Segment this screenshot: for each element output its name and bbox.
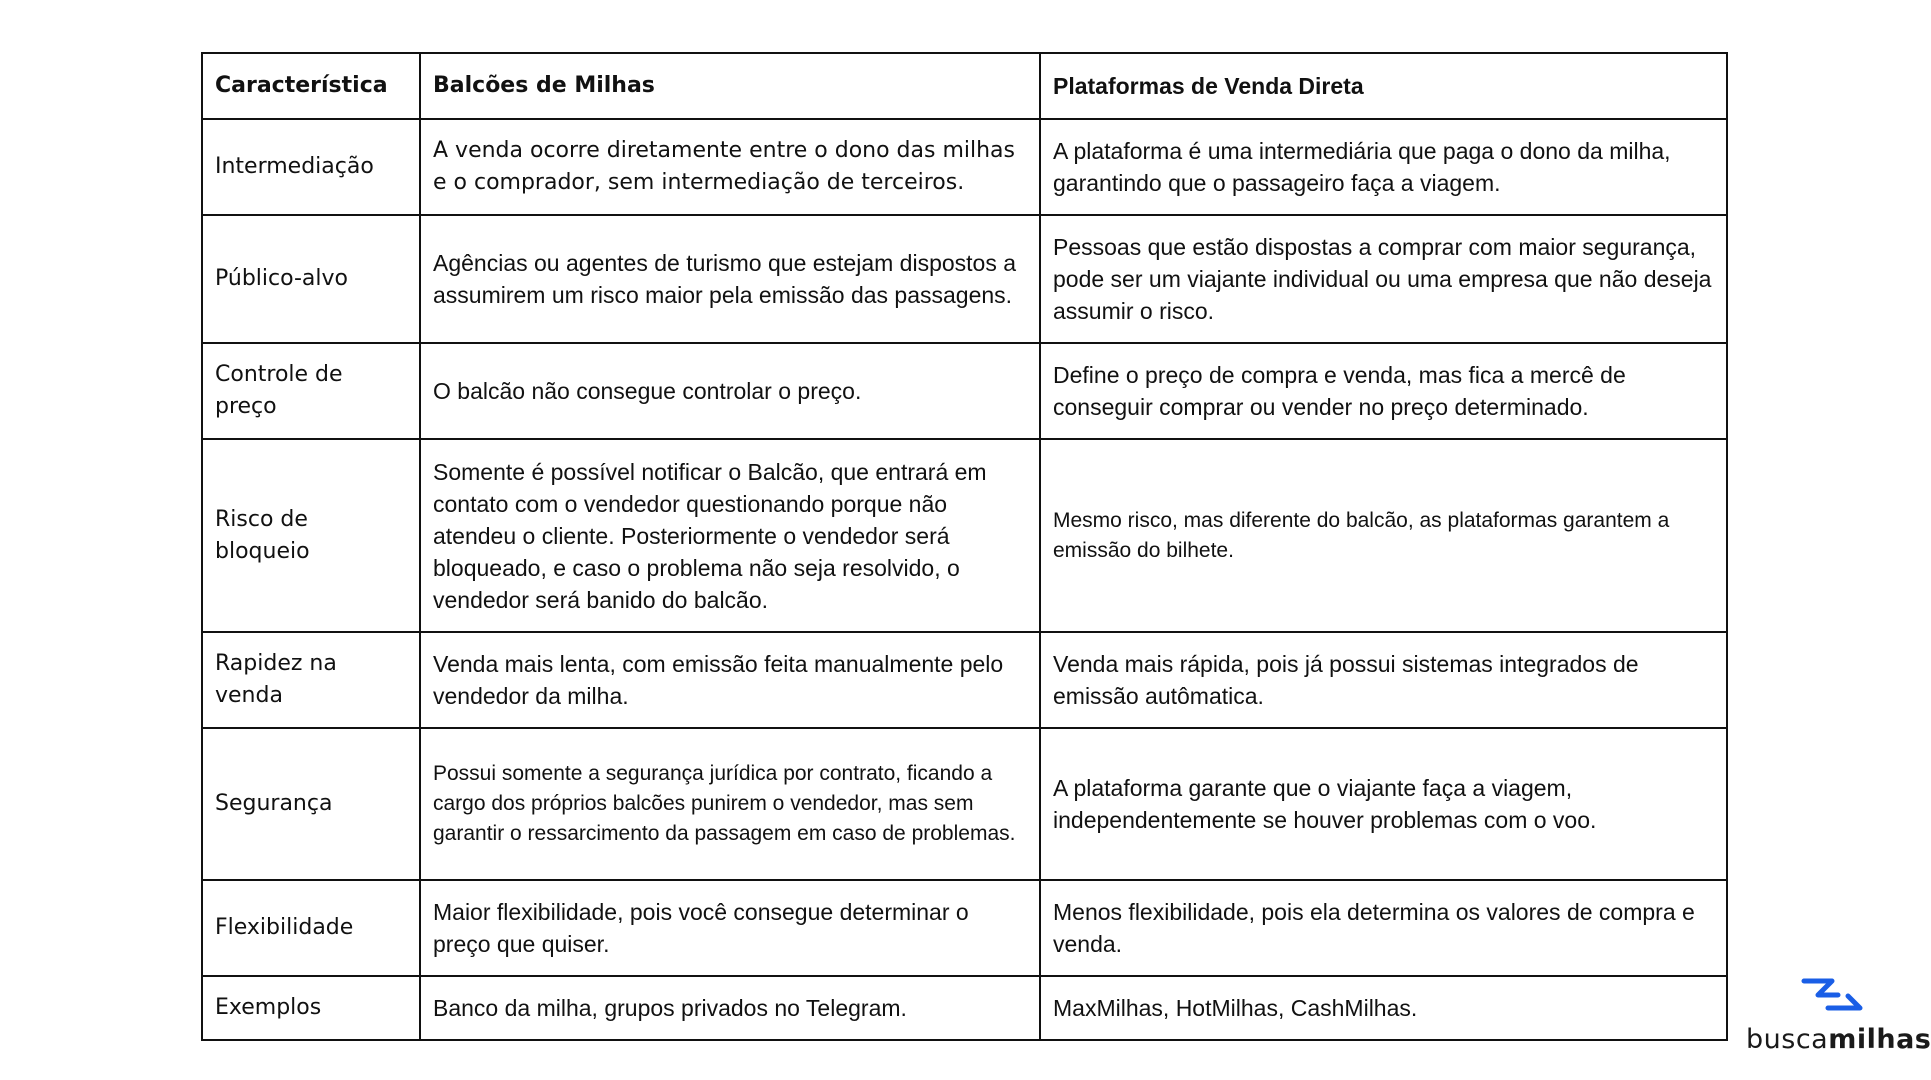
comparison-table — [201, 52, 1728, 1041]
table-row — [202, 119, 1727, 215]
header-caracteristica: Característica — [202, 53, 420, 119]
busca-milhas-logo-icon — [1798, 978, 1866, 1012]
row-plataformas-cell: Mesmo risco, mas diferente do balcão, as plataformas garantem a emissão do bilhete. — [1040, 439, 1727, 632]
row-feature: Segurança — [202, 728, 420, 880]
table-header-row — [202, 53, 1727, 119]
row-balcoes-cell: Banco da milha, grupos privados no Telegram. — [420, 976, 1040, 1040]
logo-wordmark — [1746, 1024, 1931, 1055]
header-plataformas: Plataformas de Venda Direta — [1040, 53, 1727, 119]
row-feature: Intermediação — [202, 119, 420, 215]
row-plataformas-cell: Menos flexibilidade, pois ela determina os valores de compra e venda. — [1040, 880, 1727, 976]
table-row — [202, 632, 1727, 728]
row-plataformas-cell: A plataforma é uma intermediária que paga o dono da milha, garantindo que o passageiro faça a viagem. — [1040, 119, 1727, 215]
row-feature: Público-alvo — [202, 215, 420, 343]
row-feature: Risco de bloqueio — [202, 439, 420, 632]
row-feature: Exemplos — [202, 976, 420, 1040]
header-balcoes: Balcões de Milhas — [420, 53, 1040, 119]
logo-icon-stroke — [1804, 981, 1838, 995]
table-row — [202, 439, 1727, 632]
row-plataformas-cell: Define o preço de compra e venda, mas fica a mercê de conseguir comprar ou vender no preço determinado. — [1040, 343, 1727, 439]
row-balcoes-cell: A venda ocorre diretamente entre o dono das milhas e o comprador, sem intermediação de terceiros. — [420, 119, 1040, 215]
row-feature: Controle de preço — [202, 343, 420, 439]
row-plataformas-cell: MaxMilhas, HotMilhas, CashMilhas. — [1040, 976, 1727, 1040]
row-feature: Rapidez na venda — [202, 632, 420, 728]
logo-icon-stroke-lower — [1828, 996, 1860, 1008]
logo-text-regular: busca — [1746, 1024, 1829, 1055]
table-row — [202, 343, 1727, 439]
row-balcoes-cell: Possui somente a segurança jurídica por contrato, ficando a cargo dos próprios balcões punirem o vendedor, mas sem garantir o ressarcimento da passagem em caso de problemas. — [420, 728, 1040, 880]
table-row — [202, 880, 1727, 976]
busca-milhas-logo — [1746, 978, 1931, 1058]
table-row — [202, 728, 1727, 880]
logo-text-bold: milhas — [1828, 1024, 1931, 1055]
row-balcoes-cell: Maior flexibilidade, pois você consegue determinar o preço que quiser. — [420, 880, 1040, 976]
row-plataformas-cell: A plataforma garante que o viajante faça a viagem, independentemente se houver problemas com o voo. — [1040, 728, 1727, 880]
row-plataformas-cell: Pessoas que estão dispostas a comprar com maior segurança, pode ser um viajante individual ou uma empresa que não deseja assumir o risco. — [1040, 215, 1727, 343]
row-balcoes-cell: O balcão não consegue controlar o preço. — [420, 343, 1040, 439]
table-row — [202, 215, 1727, 343]
row-balcoes-cell: Agências ou agentes de turismo que estejam dispostos a assumirem um risco maior pela emissão das passagens. — [420, 215, 1040, 343]
comparison-table-container — [201, 52, 1726, 1041]
row-feature: Flexibilidade — [202, 880, 420, 976]
table-row — [202, 976, 1727, 1040]
row-balcoes-cell: Venda mais lenta, com emissão feita manualmente pelo vendedor da milha. — [420, 632, 1040, 728]
row-plataformas-cell: Venda mais rápida, pois já possui sistemas integrados de emissão autômatica. — [1040, 632, 1727, 728]
row-balcoes-cell: Somente é possível notificar o Balcão, que entrará em contato com o vendedor questionando porque não atendeu o cliente. Posteriormente o vendedor será bloqueado, e caso o problema não seja resolvido, o vendedor será banido do balcão. — [420, 439, 1040, 632]
